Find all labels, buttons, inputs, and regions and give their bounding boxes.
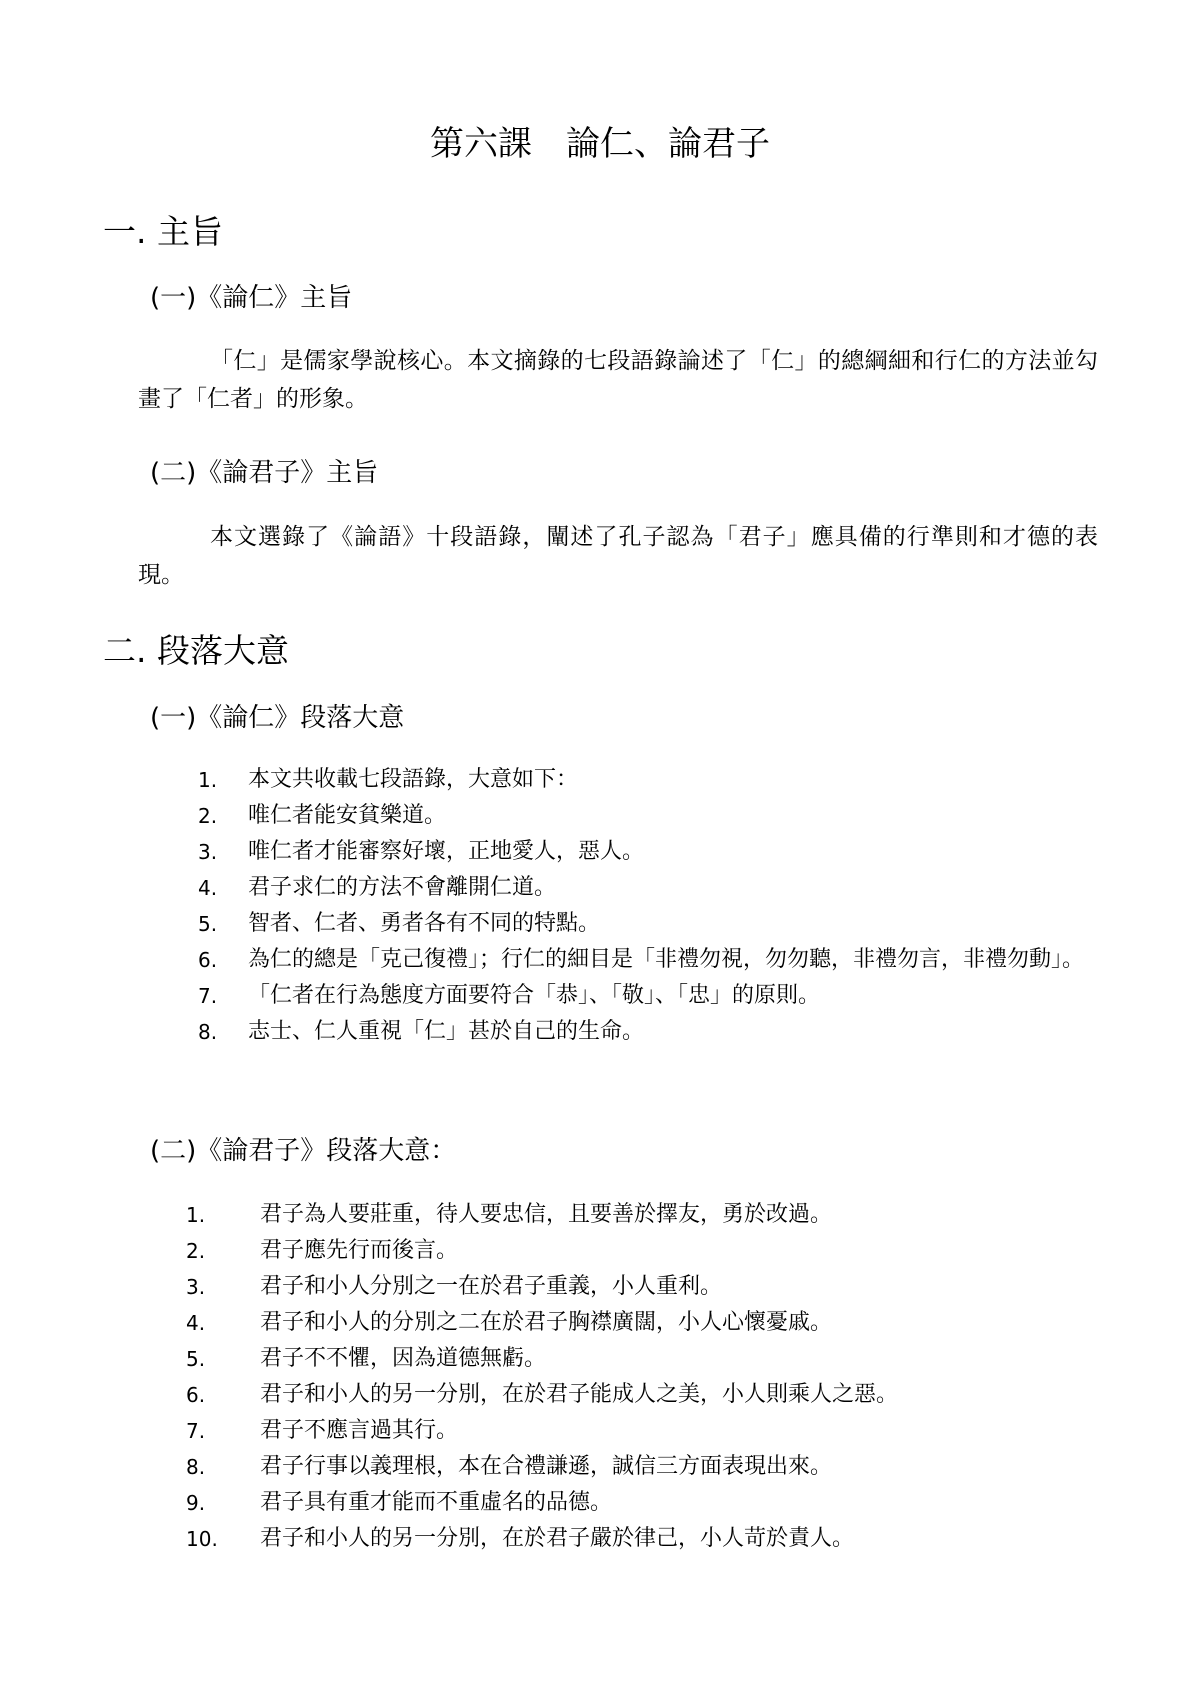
list-item <box>103 906 1103 942</box>
list-item-text: 君子應先行而後言。 <box>260 1238 459 1263</box>
list-item-number: 2. <box>186 1239 206 1263</box>
section-heading-main-idea: 一. 主旨 <box>103 212 223 251</box>
list-item-number: 7. <box>198 984 218 1008</box>
list-item-text: 君子和小人的分別之二在於君子胸襟廣闊，小人心懷憂戚。 <box>260 1310 833 1335</box>
list-item <box>103 978 1103 1014</box>
list-item-text: 「仁者在行為態度方面要符合「恭」、「敬」、「忠」的原則。 <box>248 983 821 1008</box>
list-item-number: 4. <box>186 1311 206 1335</box>
list-item <box>0 1377 1200 1413</box>
list-item-number: 5. <box>186 1347 206 1371</box>
list-item-number: 6. <box>198 948 218 972</box>
list-item-text: 君子行事以義理根，本在合禮謙遜，誠信三方面表現出來。 <box>260 1454 833 1479</box>
subheading-lunren-summary: (一)《論仁》段落大意 <box>150 703 405 733</box>
list-item-number: 7. <box>186 1419 206 1443</box>
list-item <box>0 1449 1200 1485</box>
paragraph-lunren-main-idea: 「仁」是儒家學說核心。本文摘錄的七段語錄論述了「仁」的總綱細和行仁的方法並勾畫了「仁者」的形象。 <box>138 348 1098 412</box>
subheading-junzi-summary: (二)《論君子》段落大意： <box>150 1136 457 1166</box>
list-item-text: 君子不不懼，因為道德無虧。 <box>260 1346 547 1371</box>
list-item <box>0 1341 1200 1377</box>
list-item-text: 唯仁者能安貧樂道。 <box>248 803 447 828</box>
list-item <box>103 762 1103 798</box>
list-item-number: 1. <box>198 768 218 792</box>
subheading-junzi-main-idea: (二)《論君子》主旨 <box>150 458 379 488</box>
list-item-number: 8. <box>186 1455 206 1479</box>
junzi-summary-list <box>0 1197 1200 1557</box>
list-item <box>0 1521 1200 1557</box>
list-item-text: 唯仁者才能審察好壞，正地愛人，惡人。 <box>248 839 645 864</box>
list-item-number: 8. <box>198 1020 218 1044</box>
section-heading-paragraph-summary: 二. 段落大意 <box>103 631 289 670</box>
subheading-lunren-main-idea: (一)《論仁》主旨 <box>150 283 353 313</box>
list-item-number: 3. <box>198 840 218 864</box>
list-item-text: 君子不應言過其行。 <box>260 1418 459 1443</box>
list-item <box>0 1269 1200 1305</box>
list-item <box>0 1413 1200 1449</box>
list-item <box>103 798 1103 834</box>
list-item <box>103 870 1103 906</box>
lunren-summary-list <box>103 762 1103 1050</box>
list-item-number: 5. <box>198 912 218 936</box>
list-item-number: 3. <box>186 1275 206 1299</box>
list-item <box>0 1305 1200 1341</box>
list-item-text: 志士、仁人重視「仁」甚於自己的生命。 <box>248 1019 645 1044</box>
list-item-text: 君子求仁的方法不會離開仁道。 <box>248 875 557 900</box>
list-item-number: 10. <box>186 1527 218 1551</box>
list-item <box>103 942 1103 978</box>
paragraph-junzi-main-idea: 本文選錄了《論語》十段語錄，闡述了孔子認為「君子」應具備的行準則和才德的表現。 <box>138 524 1098 588</box>
list-item-number: 4. <box>198 876 218 900</box>
list-item-text: 智者、仁者、勇者各有不同的特點。 <box>248 911 601 936</box>
list-item <box>0 1197 1200 1233</box>
list-item-number: 1. <box>186 1203 206 1227</box>
list-item-text: 君子具有重才能而不重虛名的品德。 <box>260 1490 613 1515</box>
list-item-text: 君子和小人分別之一在於君子重義，小人重利。 <box>260 1274 723 1299</box>
list-item <box>0 1485 1200 1521</box>
list-item <box>103 1014 1103 1050</box>
list-item-text: 君子和小人的另一分別，在於君子能成人之美，小人則乘人之惡。 <box>260 1382 899 1407</box>
list-item-text: 君子和小人的另一分別，在於君子嚴於律己，小人苛於責人。 <box>260 1526 855 1551</box>
list-item-number: 9. <box>186 1491 206 1515</box>
list-item <box>103 834 1103 870</box>
list-item-text: 本文共收載七段語錄，大意如下： <box>248 767 579 792</box>
list-item <box>0 1233 1200 1269</box>
list-item-number: 2. <box>198 804 218 828</box>
list-item-text: 君子為人要莊重，待人要忠信，且要善於擇友，勇於改過。 <box>260 1202 833 1227</box>
list-item-number: 6. <box>186 1383 206 1407</box>
page-title: 第六課 論仁、論君子 <box>430 124 770 164</box>
list-item-text: 為仁的總是「克己復禮」；行仁的細目是「非禮勿視，勿勿聽，非禮勿言，非禮勿動」。 <box>248 947 1085 972</box>
